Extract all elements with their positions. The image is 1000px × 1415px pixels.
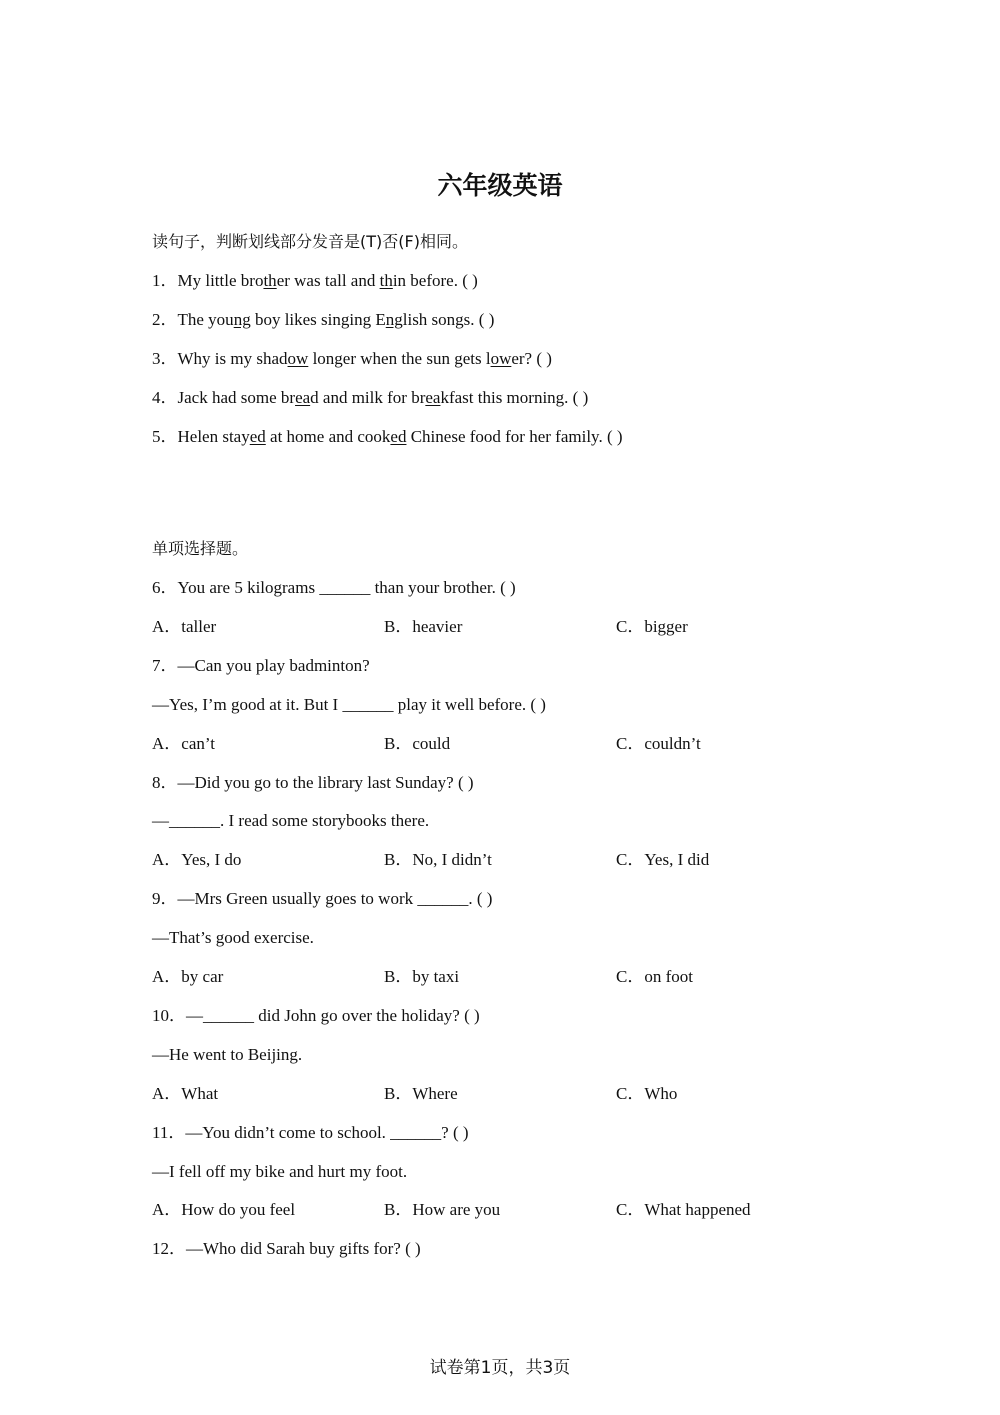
item-number: 1． [152, 271, 178, 290]
underlined-sound: th [379, 271, 393, 290]
question-stem: 12．—Who did Sarah buy gifts for? ( ) [152, 1239, 421, 1258]
sentence-text: kfast this morning. ( ) [440, 388, 589, 407]
sentence-text: boy likes singing E [250, 310, 386, 329]
sentence-text: d and milk for br [310, 388, 426, 407]
sentence-text: longer when the sun gets l [308, 349, 491, 368]
sentence-text: at home and cook [265, 427, 391, 446]
question-stem: 11．—You didn’t come to school. ______? ( ) [152, 1123, 469, 1142]
underlined-sound: ng [233, 310, 251, 329]
sentence-text: er was tall and [276, 271, 380, 290]
question-stem: 10．—______ did John go over the holiday? ( ) [152, 1006, 480, 1025]
question-stem: 6．You are 5 kilograms ______ than your brother. ( ) [152, 578, 516, 597]
underlined-sound: ea [295, 388, 311, 407]
pronunciation-item [152, 347, 552, 371]
answer-option-b[interactable]: B．How are you [384, 1200, 501, 1219]
answer-option-a[interactable]: A．How do you feel [152, 1200, 296, 1219]
section2-heading: 单项选择题。 [152, 539, 249, 558]
pronunciation-item [152, 269, 478, 293]
answer-option-a[interactable]: A．by car [152, 967, 224, 986]
answer-option-c[interactable]: C．bigger [616, 617, 688, 636]
answer-option-c[interactable]: C．on foot [616, 967, 693, 986]
answer-option-b[interactable]: B．heavier [384, 617, 463, 636]
answer-option-a[interactable]: A．What [152, 1084, 219, 1103]
question-line: —Yes, I’m good at it. But I ______ play it well before. ( ) [152, 695, 546, 714]
answer-option-a[interactable]: A．taller [152, 617, 217, 636]
answer-option-b[interactable]: B．Where [384, 1084, 458, 1103]
sentence-text: er? ( ) [511, 349, 552, 368]
answer-option-a[interactable]: A．Yes, I do [152, 850, 242, 869]
page-title: 六年级英语 [437, 171, 563, 200]
item-number: 2． [152, 310, 178, 329]
sentence-text: Why is my shad [177, 349, 288, 368]
underlined-sound: ow [490, 349, 512, 368]
answer-option-a[interactable]: A．can’t [152, 734, 215, 753]
answer-option-c[interactable]: C．What happened [616, 1200, 751, 1219]
answer-option-c[interactable]: C．Who [616, 1084, 678, 1103]
sentence-text: Chinese food for her family. ( ) [406, 427, 623, 446]
answer-option-b[interactable]: B．No, I didn’t [384, 850, 492, 869]
underlined-sound: ed [390, 427, 407, 446]
question-stem: 9．—Mrs Green usually goes to work ______. ( ) [152, 889, 493, 908]
question-line: —I fell off my bike and hurt my foot. [152, 1162, 408, 1181]
answer-option-c[interactable]: C．couldn’t [616, 734, 701, 753]
section1-heading: 读句子，判断划线部分发音是(T)否(F)相同。 [152, 232, 468, 251]
sentence-text: in before. ( ) [392, 271, 478, 290]
sentence-text: lish songs. ( ) [402, 310, 495, 329]
pronunciation-item [152, 386, 588, 410]
answer-option-b[interactable]: B．could [384, 734, 451, 753]
question-line: —______. I read some storybooks there. [152, 811, 430, 830]
question-stem: 7．—Can you play badminton? [152, 656, 370, 675]
pronunciation-item [152, 425, 623, 449]
underlined-sound: ed [249, 427, 266, 446]
underlined-sound: ng [385, 310, 403, 329]
sentence-text: The you [177, 310, 234, 329]
answer-option-b[interactable]: B．by taxi [384, 967, 460, 986]
pronunciation-item [152, 308, 494, 332]
page-footer: 试卷第1页，共3页 [429, 1358, 571, 1378]
underlined-sound: th [263, 271, 277, 290]
sentence-text: Jack had some br [177, 388, 296, 407]
item-number: 3． [152, 349, 178, 368]
item-number: 5． [152, 427, 178, 446]
question-stem: 8．—Did you go to the library last Sunday? ( ) [152, 773, 474, 792]
underlined-sound: ea [425, 388, 441, 407]
underlined-sound: ow [287, 349, 309, 368]
question-line: —He went to Beijing. [152, 1045, 303, 1064]
item-number: 4． [152, 388, 178, 407]
question-line: —That’s good exercise. [152, 928, 314, 947]
sentence-text: Helen stay [177, 427, 250, 446]
answer-option-c[interactable]: C．Yes, I did [616, 850, 710, 869]
sentence-text: My little bro [177, 271, 264, 290]
